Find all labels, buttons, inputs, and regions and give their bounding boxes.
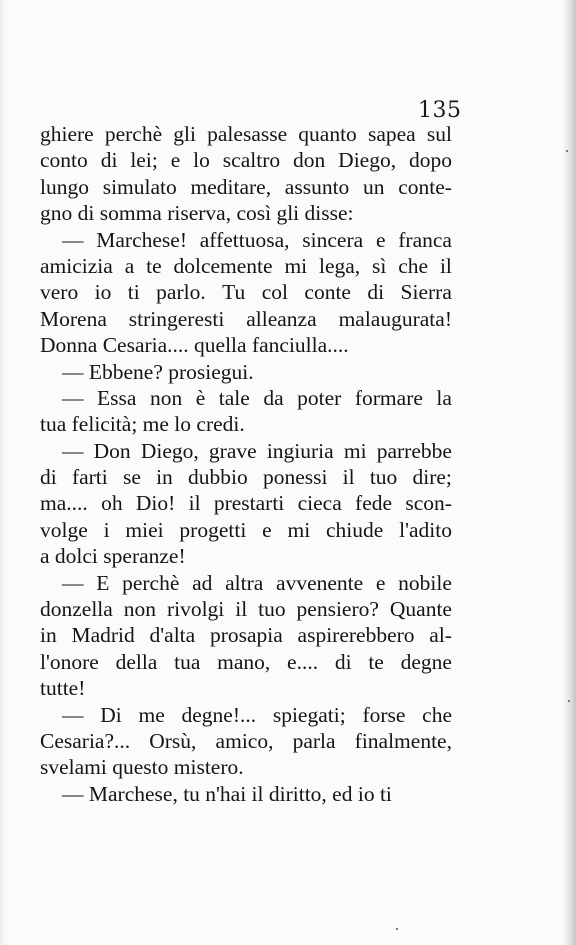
paragraph — [40, 781, 452, 807]
text-line: Donna Cesaria.... quella fanciulla.... — [40, 333, 349, 358]
text-line: — Marchese, tu n'hai il diritto, ed io ti — [62, 781, 392, 806]
text-line: — Essa non è tale da poter formare la — [62, 385, 452, 410]
page-left-edge-shadow — [0, 0, 6, 945]
text-line: l'onore della tua mano, e.... di te degne — [40, 649, 452, 674]
text-line: — Don Diego, grave ingiuria mi parrebbe — [62, 438, 452, 463]
text-line: — Marchese! affettuosa, sincera e franca — [62, 227, 452, 252]
text-line: lungo simulato meditare, assunto un conte- — [40, 174, 452, 199]
paragraph — [40, 570, 452, 702]
paragraph — [40, 702, 452, 781]
paper-speck — [396, 928, 398, 930]
paper-speck — [566, 150, 568, 152]
text-line: di farti se in dubbio ponessi il tuo dire; — [40, 465, 452, 490]
text-line: a dolci speranze! — [40, 544, 186, 569]
text-line: conto di lei; e lo scaltro don Diego, dopo — [40, 148, 452, 173]
page-right-edge-shadow — [562, 0, 576, 945]
text-line: Cesaria?... Orsù, amico, parla finalmente, — [40, 728, 452, 753]
text-line: gno di somma riserva, così gli disse: — [40, 201, 354, 226]
text-line: svelami questo mistero. — [40, 755, 244, 780]
paragraph — [40, 359, 452, 385]
text-line: tutte! — [40, 676, 86, 701]
text-line: ma.... oh Dio! il prestarti cieca fede scon- — [40, 491, 452, 516]
text-line: donzella non rivolgi il tuo pensiero? Quante — [40, 597, 452, 622]
text-line: vero io ti parlo. Tu col conte di Sierra — [40, 280, 452, 305]
paragraph — [40, 121, 452, 227]
page-number: 135 — [418, 98, 462, 123]
text-line: ghiere perchè gli palesasse quanto sapea sul — [40, 122, 452, 146]
text-line: in Madrid d'alta prosapia aspirerebbero al- — [40, 623, 452, 648]
text-line: volge i miei progetti e mi chiude l'adito — [40, 517, 452, 542]
body-text — [40, 121, 452, 807]
text-line: amicizia a te dolcemente mi lega, sì che il — [40, 253, 452, 278]
text-line: Morena stringeresti alleanza malaugurata! — [40, 306, 452, 331]
paragraph — [40, 438, 452, 570]
paragraph — [40, 227, 452, 359]
text-line: tua felicità; me lo credi. — [40, 412, 245, 437]
paper-speck — [568, 700, 570, 702]
text-line: — E perchè ad altra avvenente e nobile — [62, 570, 452, 595]
text-line: — Ebbene? prosiegui. — [62, 359, 254, 384]
text-line: — Di me degne!... spiegati; forse che — [62, 702, 452, 727]
paragraph — [40, 385, 452, 438]
